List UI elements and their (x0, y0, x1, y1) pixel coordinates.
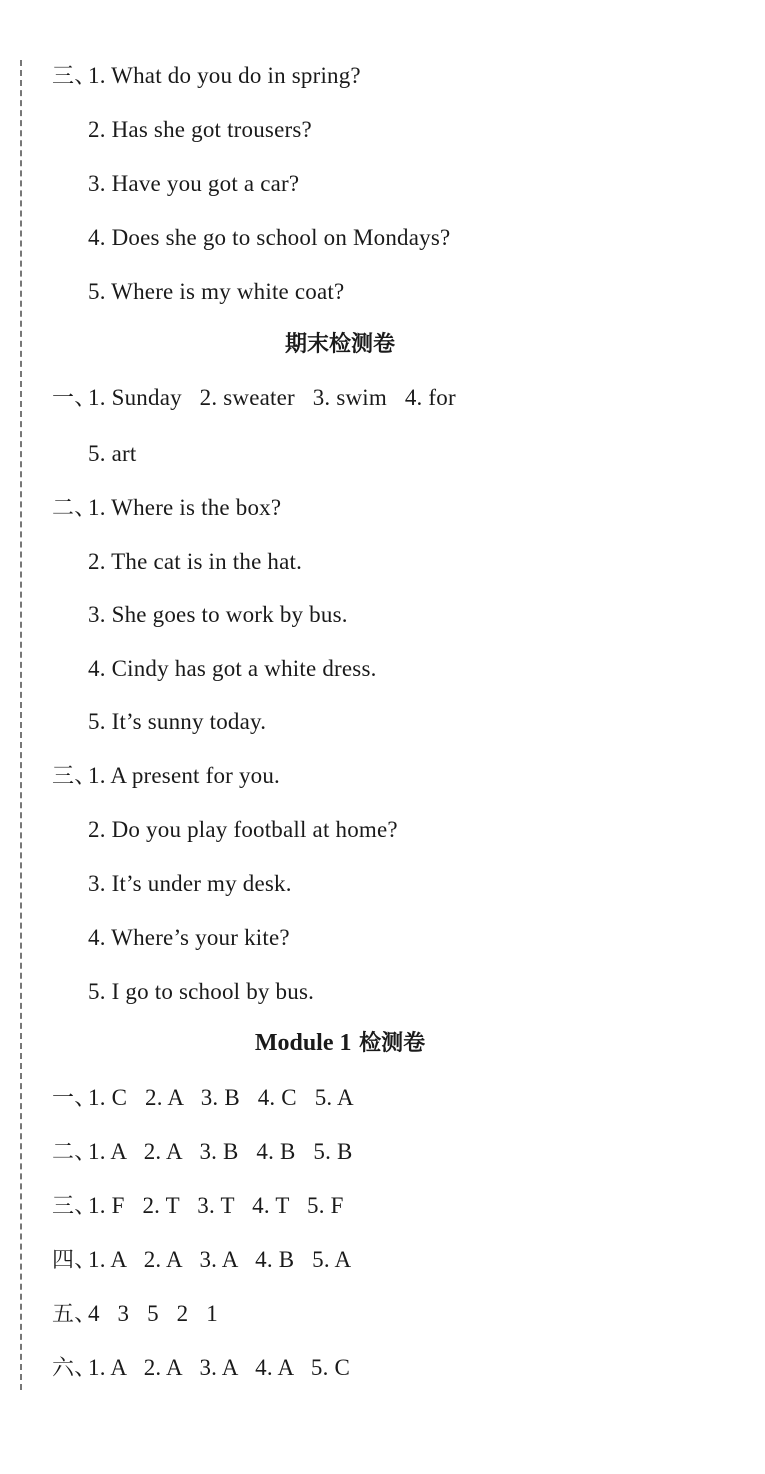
section-heading-english: Module 1 (254, 1030, 352, 1056)
question-group-number: 四、 (52, 1248, 97, 1273)
answer-line: 2. The cat is in the hat. (88, 549, 303, 574)
question-group-number: 二、 (52, 496, 97, 521)
answer-line: 1. Sunday 2. sweater 3. swim 4. for (88, 385, 456, 410)
question-group-number: 一、 (52, 386, 97, 411)
answer-line: 5. Where is my white coat? (88, 279, 345, 304)
answer-line: 1. A present for you. (88, 763, 281, 788)
answer-line: 1. A 2. A 3. B 4. B 5. B (88, 1139, 353, 1164)
question-group-number: 五、 (52, 1302, 97, 1327)
section-heading-chinese: 期末检测卷 (284, 332, 395, 357)
answer-line: 4. Cindy has got a white dress. (88, 656, 377, 681)
answer-line: 3. Have you got a car? (88, 171, 300, 196)
question-group-number: 三、 (52, 64, 97, 89)
question-group-number: 三、 (52, 764, 97, 789)
margin-dashed-rule (20, 60, 22, 1390)
answer-line: 5. I go to school by bus. (88, 979, 315, 1004)
answer-line: 2. Do you play football at home? (88, 817, 398, 842)
section-heading (0, 1029, 680, 1058)
answer-line: 4. Does she go to school on Mondays? (88, 225, 451, 250)
answer-line: 5. It’s sunny today. (88, 709, 267, 734)
question-group-number: 一、 (52, 1086, 97, 1111)
answer-line: 1. What do you do in spring? (88, 63, 361, 88)
section-heading (0, 331, 680, 359)
answer-line: 1. A 2. A 3. A 4. B 5. A (88, 1247, 352, 1272)
answer-line: 5. art (88, 441, 137, 466)
answer-line: 1. F 2. T 3. T 4. T 5. F (88, 1193, 344, 1218)
answer-line: 1. A 2. A 3. A 4. A 5. C (88, 1355, 351, 1380)
answer-line: 2. Has she got trousers? (88, 117, 312, 142)
question-group-number: 二、 (52, 1140, 97, 1165)
answer-line: 4 3 5 2 1 (88, 1301, 218, 1326)
question-group-number: 六、 (52, 1356, 97, 1381)
section-heading-chinese: 检测卷 (359, 1031, 426, 1056)
answer-line: 1. C 2. A 3. B 4. C 5. A (88, 1085, 354, 1110)
answer-line: 4. Where’s your kite? (88, 925, 290, 950)
answer-line: 3. It’s under my desk. (88, 871, 292, 896)
answer-line: 3. She goes to work by bus. (88, 602, 348, 627)
question-group-number: 三、 (52, 1194, 97, 1219)
answer-line: 1. Where is the box? (88, 495, 282, 520)
